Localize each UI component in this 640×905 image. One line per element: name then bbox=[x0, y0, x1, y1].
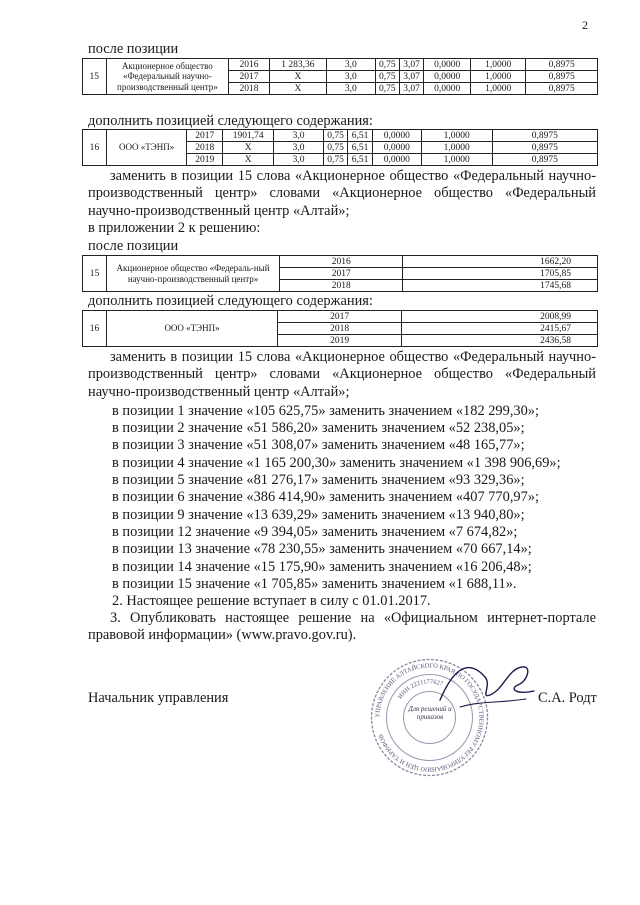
list-item: в позиции 15 значение «1 705,85» заменить значением «1 688,11». bbox=[112, 576, 517, 592]
seal-inn-text: ИНН 2221177627 bbox=[396, 678, 445, 701]
table-cell: 2415,67 bbox=[402, 323, 598, 335]
add-position-label-2: дополнить позицией следующего содержания: bbox=[88, 293, 373, 309]
table-cell: 1662,20 bbox=[403, 256, 598, 268]
seal-center-text: Для решений и приказов bbox=[408, 705, 452, 721]
clause-2: 2. Настоящее решение вступает в силу с 01.01.2017. bbox=[112, 593, 431, 609]
table-cell: 2019 bbox=[278, 335, 402, 347]
page-number: 2 bbox=[582, 18, 588, 32]
table-cell: 0,75 bbox=[323, 154, 348, 166]
table-cell: 0,8975 bbox=[492, 130, 597, 142]
seal-ring-text: УПРАВЛЕНИЕ АЛТАЙСКОГО КРАЯ ПО ГОСУДАРСТВЕННОМУ РЕГУЛИРОВАНИЮ ЦЕН И ТАРИФОВ bbox=[374, 662, 485, 773]
after-position-label-1: после позиции bbox=[88, 41, 179, 57]
table-cell-num: 16 bbox=[83, 130, 107, 166]
table-cell: 2017 bbox=[278, 311, 402, 323]
list-item: в позиции 6 значение «386 414,90» заменить значением «407 770,97»; bbox=[112, 489, 540, 505]
table-cell: 6,51 bbox=[348, 142, 373, 154]
table-cell: 2017 bbox=[229, 71, 270, 83]
table-tariff-3 bbox=[82, 255, 598, 292]
table-row bbox=[83, 311, 598, 323]
list-item: в позиции 5 значение «81 276,17» заменить значением «93 329,36»; bbox=[112, 472, 525, 488]
table-cell: 3,0 bbox=[327, 83, 376, 95]
table-cell: 1,0000 bbox=[470, 83, 526, 95]
table-cell: X bbox=[269, 71, 326, 83]
table-cell: 2017 bbox=[280, 268, 403, 280]
table-cell: 3,0 bbox=[327, 71, 376, 83]
table-cell: 0,75 bbox=[375, 83, 399, 95]
table-cell: 2018 bbox=[229, 83, 270, 95]
appendix-2-label: в приложении 2 к решению: bbox=[88, 220, 261, 236]
table-cell: 3,0 bbox=[274, 142, 324, 154]
table-cell: 1,0000 bbox=[421, 154, 492, 166]
table-cell: 6,51 bbox=[348, 154, 373, 166]
table-cell: 1 283,36 bbox=[269, 59, 326, 71]
list-item: в позиции 1 значение «105 625,75» заменить значением «182 299,30»; bbox=[112, 403, 540, 419]
after-position-label-2: после позиции bbox=[88, 238, 179, 254]
table-cell: X bbox=[223, 142, 274, 154]
table-cell: 0,8975 bbox=[492, 154, 597, 166]
table-cell: 1745,68 bbox=[403, 280, 598, 292]
table-cell: 1,0000 bbox=[421, 142, 492, 154]
table-cell: 0,75 bbox=[323, 142, 348, 154]
clause-3 bbox=[88, 610, 596, 645]
table-cell: 6,51 bbox=[348, 130, 373, 142]
table-row bbox=[83, 256, 598, 268]
list-item: в позиции 3 значение «51 308,07» заменить значением «48 165,77»; bbox=[112, 437, 525, 453]
table-cell: 0,8975 bbox=[526, 71, 598, 83]
table-cell: 2017 bbox=[187, 130, 223, 142]
table-cell: 1,0000 bbox=[470, 71, 526, 83]
paragraph-replace-1-text: заменить в позиции 15 слова «Акционерное общество «Федеральный научно-производственный центр» словами «Акционерное общество «Федеральный научно-производственный центр «Алтай»; bbox=[88, 168, 596, 219]
table-cell-org: ООО «ТЭНП» bbox=[106, 130, 187, 166]
paragraph-replace-2-text: заменить в позиции 15 слова «Акционерное общество «Федеральный научно-производственный центр» словами «Акционерное общество «Федеральный научно-производственный центр «Алтай»; bbox=[88, 349, 596, 400]
table-cell: 0,0000 bbox=[424, 71, 471, 83]
paragraph-replace-2 bbox=[88, 349, 596, 401]
table-cell: 0,75 bbox=[375, 71, 399, 83]
table-cell: X bbox=[223, 154, 274, 166]
signatory-name: С.А. Родт bbox=[538, 690, 597, 706]
table-cell: 3,07 bbox=[399, 59, 423, 71]
table-cell: 0,75 bbox=[323, 130, 348, 142]
table-cell: 2019 bbox=[187, 154, 223, 166]
table-cell: 2018 bbox=[187, 142, 223, 154]
table-cell-num: 16 bbox=[83, 311, 107, 347]
table-cell-org: Акционерное общество «Федеральный научно-производственный центр» bbox=[106, 59, 229, 95]
table-cell-org: ООО «ТЭНП» bbox=[106, 311, 277, 347]
table-cell: 3,0 bbox=[274, 130, 324, 142]
table-cell: 0,8975 bbox=[526, 59, 598, 71]
table-tariff-4 bbox=[82, 310, 598, 347]
table-cell: 3,07 bbox=[399, 83, 423, 95]
list-item: в позиции 14 значение «15 175,90» заменить значением «16 206,48»; bbox=[112, 559, 532, 575]
table-cell: 0,0000 bbox=[372, 130, 421, 142]
table-cell: 1,0000 bbox=[421, 130, 492, 142]
paragraph-replace-1 bbox=[88, 168, 596, 220]
table-cell: 2018 bbox=[278, 323, 402, 335]
list-item: в позиции 2 значение «51 586,20» заменить значением «52 238,05»; bbox=[112, 420, 525, 436]
table-cell: 0,75 bbox=[375, 59, 399, 71]
table-cell: 0,0000 bbox=[372, 142, 421, 154]
table-cell: 1,0000 bbox=[470, 59, 526, 71]
table-cell: 0,0000 bbox=[424, 83, 471, 95]
table-cell: 2016 bbox=[280, 256, 403, 268]
table-cell: 3,0 bbox=[327, 59, 376, 71]
table-cell: 2018 bbox=[280, 280, 403, 292]
table-cell: 0,0000 bbox=[372, 154, 421, 166]
list-item: в позиции 13 значение «78 230,55» заменить значением «70 667,14»; bbox=[112, 541, 532, 557]
table-cell: 0,0000 bbox=[424, 59, 471, 71]
table-cell: 3,0 bbox=[274, 154, 324, 166]
table-tariff-1 bbox=[82, 58, 598, 95]
table-cell: 1901,74 bbox=[223, 130, 274, 142]
list-item: в позиции 4 значение «1 165 200,30» заменить значением «1 398 906,69»; bbox=[112, 455, 561, 471]
list-item: в позиции 9 значение «13 639,29» заменить значением «13 940,80»; bbox=[112, 507, 525, 523]
table-cell: 1705,85 bbox=[403, 268, 598, 280]
add-position-label-1: дополнить позицией следующего содержания: bbox=[88, 113, 373, 129]
signatory-position: Начальник управления bbox=[88, 690, 229, 706]
table-row bbox=[83, 130, 598, 142]
table-cell: 2436,58 bbox=[402, 335, 598, 347]
table-tariff-2 bbox=[82, 129, 598, 166]
table-cell-num: 15 bbox=[83, 59, 107, 95]
clause-3-text: 3. Опубликовать настоящее решение на «Официальном интернет-портале правовой информации» (www.pravo.gov.ru). bbox=[88, 610, 596, 644]
table-cell: 0,8975 bbox=[492, 142, 597, 154]
table-row bbox=[83, 59, 598, 71]
table-cell: 0,8975 bbox=[526, 83, 598, 95]
table-cell: 2016 bbox=[229, 59, 270, 71]
table-cell-num: 15 bbox=[83, 256, 107, 292]
list-item: в позиции 12 значение «9 394,05» заменить значением «7 674,82»; bbox=[112, 524, 518, 540]
handwritten-signature bbox=[430, 655, 550, 725]
table-cell: 3,07 bbox=[399, 71, 423, 83]
table-cell-org: Акционерное общество «Федераль-ный научно-производственный центр» bbox=[106, 256, 279, 292]
table-cell: 2008,99 bbox=[402, 311, 598, 323]
table-cell: X bbox=[269, 83, 326, 95]
